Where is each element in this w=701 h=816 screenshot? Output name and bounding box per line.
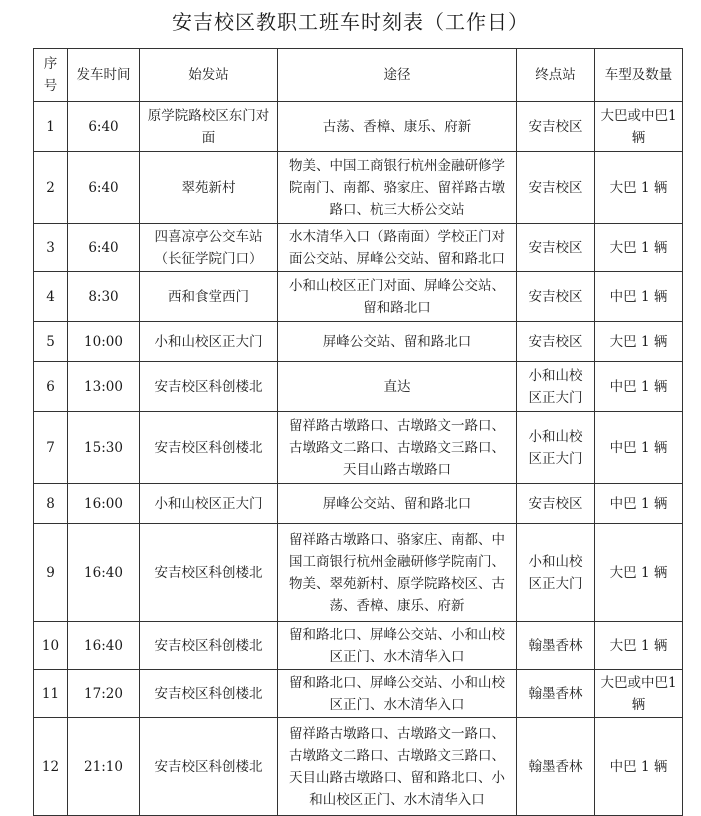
cell-vehicle: 中巴 1 辆 xyxy=(595,272,683,322)
cell-route: 屏峰公交站、留和路北口 xyxy=(278,484,517,524)
table-header-row xyxy=(34,49,683,102)
table-row xyxy=(34,524,683,622)
cell-origin: 安吉校区科创楼北 xyxy=(140,718,278,816)
cell-destination: 安吉校区 xyxy=(517,484,595,524)
cell-time: 17:20 xyxy=(68,670,140,718)
cell-vehicle: 大巴 1 辆 xyxy=(595,152,683,224)
cell-destination: 小和山校区正大门 xyxy=(517,362,595,412)
bus-schedule-table xyxy=(33,48,683,816)
cell-vehicle: 中巴 1 辆 xyxy=(595,412,683,484)
header-route: 途径 xyxy=(278,49,517,102)
header-time: 发车时间 xyxy=(68,49,140,102)
cell-vehicle: 大巴或中巴1辆 xyxy=(595,102,683,152)
cell-route: 留和路北口、屏峰公交站、小和山校区正门、水木清华入口 xyxy=(278,670,517,718)
header-no: 序号 xyxy=(34,49,68,102)
cell-time: 10:00 xyxy=(68,322,140,362)
cell-vehicle: 中巴 1 辆 xyxy=(595,718,683,816)
cell-route: 直达 xyxy=(278,362,517,412)
table-row xyxy=(34,622,683,670)
cell-origin: 四喜凉亭公交车站（长征学院门口） xyxy=(140,224,278,272)
cell-vehicle: 大巴 1 辆 xyxy=(595,524,683,622)
cell-vehicle: 大巴 1 辆 xyxy=(595,322,683,362)
cell-vehicle: 大巴 1 辆 xyxy=(595,622,683,670)
header-vehicle: 车型及数量 xyxy=(595,49,683,102)
cell-time: 8:30 xyxy=(68,272,140,322)
cell-origin: 安吉校区科创楼北 xyxy=(140,524,278,622)
table-row xyxy=(34,322,683,362)
cell-no: 3 xyxy=(34,224,68,272)
header-origin: 始发站 xyxy=(140,49,278,102)
cell-route: 留和路北口、屏峰公交站、小和山校区正门、水木清华入口 xyxy=(278,622,517,670)
cell-time: 16:00 xyxy=(68,484,140,524)
cell-destination: 翰墨香林 xyxy=(517,670,595,718)
cell-route: 小和山校区正门对面、屏峰公交站、留和路北口 xyxy=(278,272,517,322)
cell-no: 7 xyxy=(34,412,68,484)
cell-route: 留祥路古墩路口、古墩路文一路口、古墩路文二路口、古墩路文三路口、天目山路古墩路口 xyxy=(278,412,517,484)
cell-no: 2 xyxy=(34,152,68,224)
cell-vehicle: 大巴 1 辆 xyxy=(595,224,683,272)
cell-time: 6:40 xyxy=(68,224,140,272)
cell-destination: 小和山校区正大门 xyxy=(517,412,595,484)
cell-destination: 安吉校区 xyxy=(517,322,595,362)
cell-no: 4 xyxy=(34,272,68,322)
cell-vehicle: 中巴 1 辆 xyxy=(595,484,683,524)
cell-destination: 翰墨香林 xyxy=(517,718,595,816)
cell-no: 8 xyxy=(34,484,68,524)
cell-origin: 小和山校区正大门 xyxy=(140,322,278,362)
cell-origin: 安吉校区科创楼北 xyxy=(140,622,278,670)
cell-route: 古荡、香樟、康乐、府新 xyxy=(278,102,517,152)
cell-route: 水木清华入口（路南面）学校正门对面公交站、屏峰公交站、留和路北口 xyxy=(278,224,517,272)
cell-destination: 安吉校区 xyxy=(517,224,595,272)
cell-origin: 安吉校区科创楼北 xyxy=(140,412,278,484)
cell-no: 9 xyxy=(34,524,68,622)
cell-origin: 小和山校区正大门 xyxy=(140,484,278,524)
cell-origin: 安吉校区科创楼北 xyxy=(140,670,278,718)
cell-no: 5 xyxy=(34,322,68,362)
cell-route: 留祥路古墩路口、骆家庄、南都、中国工商银行杭州金融研修学院南门、物美、翠苑新村、原学院路校区、古荡、香樟、康乐、府新 xyxy=(278,524,517,622)
cell-route: 留祥路古墩路口、古墩路文一路口、古墩路文二路口、古墩路文三路口、天目山路古墩路口、留和路北口、小和山校区正门、水木清华入口 xyxy=(278,718,517,816)
table-row xyxy=(34,224,683,272)
table-row xyxy=(34,152,683,224)
cell-no: 12 xyxy=(34,718,68,816)
cell-time: 21:10 xyxy=(68,718,140,816)
cell-no: 6 xyxy=(34,362,68,412)
cell-origin: 原学院路校区东门对面 xyxy=(140,102,278,152)
header-destination: 终点站 xyxy=(517,49,595,102)
table-row xyxy=(34,272,683,322)
cell-vehicle: 中巴 1 辆 xyxy=(595,362,683,412)
table-row xyxy=(34,484,683,524)
table-row xyxy=(34,670,683,718)
cell-destination: 安吉校区 xyxy=(517,272,595,322)
cell-destination: 翰墨香林 xyxy=(517,622,595,670)
cell-route: 物美、中国工商银行杭州金融研修学院南门、南都、骆家庄、留祥路古墩路口、杭三大桥公交站 xyxy=(278,152,517,224)
cell-origin: 安吉校区科创楼北 xyxy=(140,362,278,412)
document-title: 安吉校区教职工班车时刻表（工作日） xyxy=(172,10,529,34)
cell-time: 16:40 xyxy=(68,622,140,670)
cell-destination: 安吉校区 xyxy=(517,152,595,224)
cell-origin: 翠苑新村 xyxy=(140,152,278,224)
cell-destination: 小和山校区正大门 xyxy=(517,524,595,622)
table-row xyxy=(34,718,683,816)
table-row xyxy=(34,412,683,484)
table-row xyxy=(34,362,683,412)
table-row xyxy=(34,102,683,152)
cell-no: 1 xyxy=(34,102,68,152)
cell-no: 10 xyxy=(34,622,68,670)
cell-time: 13:00 xyxy=(68,362,140,412)
cell-time: 15:30 xyxy=(68,412,140,484)
cell-route: 屏峰公交站、留和路北口 xyxy=(278,322,517,362)
table-body xyxy=(34,102,683,816)
cell-origin: 西和食堂西门 xyxy=(140,272,278,322)
cell-time: 6:40 xyxy=(68,152,140,224)
cell-destination: 安吉校区 xyxy=(517,102,595,152)
cell-vehicle: 大巴或中巴1辆 xyxy=(595,670,683,718)
cell-no: 11 xyxy=(34,670,68,718)
cell-time: 16:40 xyxy=(68,524,140,622)
cell-time: 6:40 xyxy=(68,102,140,152)
